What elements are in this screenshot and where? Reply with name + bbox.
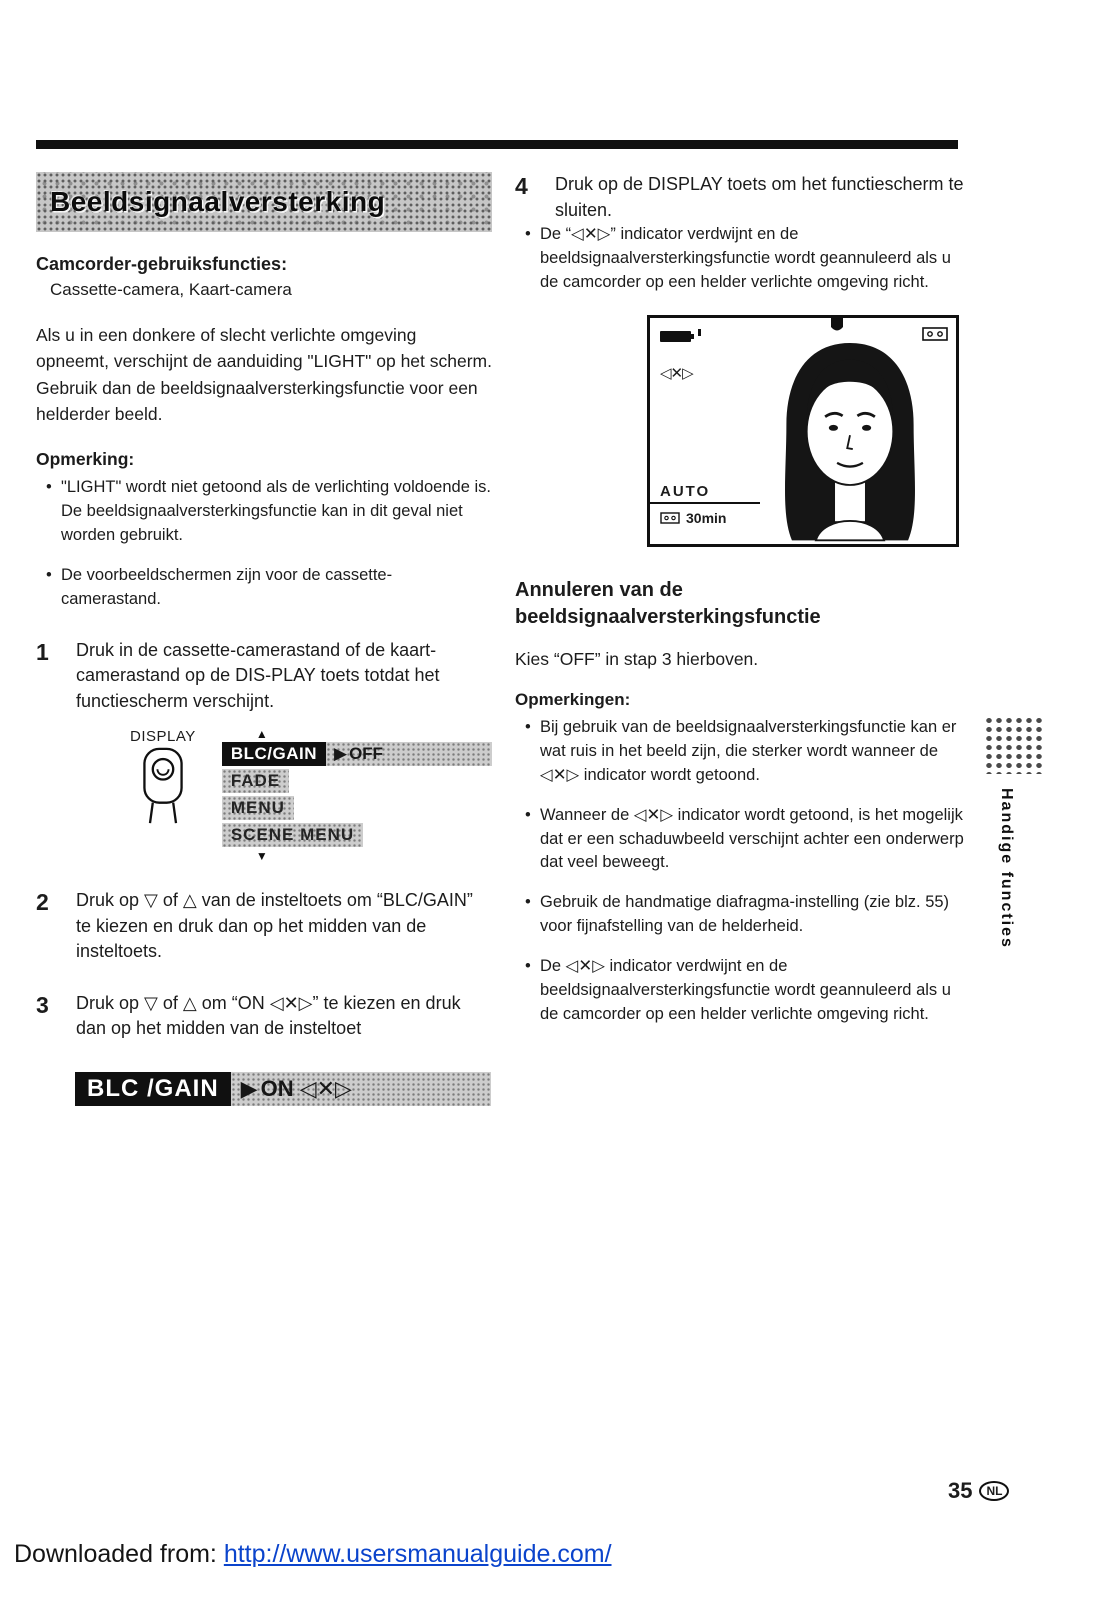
footer [14, 1540, 612, 1569]
note-text: De ◁✕▷ indicator verdwijnt en de beeldsignaalversterkingsfunctie wordt geannuleerd als u de camcorder op een helder verlichte omgeving richt. [540, 957, 951, 1024]
camera-screen [647, 315, 959, 547]
section-title: Beeldsignaalversterking [50, 186, 386, 217]
region-badge: NL [979, 1481, 1009, 1501]
time-remaining: 30min [686, 509, 727, 526]
top-rule [36, 140, 958, 149]
step-number: 2 [36, 889, 49, 916]
step-4-notes [515, 223, 967, 295]
left-column [36, 172, 492, 1106]
page-number [948, 1478, 1009, 1504]
cancel-instruction: Kies “OFF” in stap 3 hierboven. [515, 648, 759, 669]
menu-item-blc-gain: BLC/GAIN [222, 742, 326, 766]
footer-link[interactable]: http://www.usersmanualguide.com/ [223, 1540, 612, 1568]
step-text: Druk op ▽ of △ om “ON ◁✕▷” te kiezen en druk dan op het midden van de insteltoet [76, 992, 461, 1039]
tape-mini-icon [660, 512, 680, 524]
cancel-notes-list [515, 716, 967, 1027]
step-2 [36, 888, 492, 965]
blc-gain-result-bar [75, 1072, 491, 1106]
step-4 [515, 172, 967, 223]
display-button-label: DISPLAY [130, 728, 196, 746]
gain-indicator: ◁✕▷ [660, 364, 693, 382]
time-remaining-row [660, 510, 726, 526]
display-button-icon [135, 747, 191, 825]
auto-label: AUTO [660, 482, 711, 500]
notes-heading: Opmerkingen: [515, 689, 631, 709]
step-number: 3 [36, 991, 49, 1018]
result-pointer-icon: ▶ [240, 1075, 258, 1101]
note-text: De “◁✕▷” indicator verdwijnt en de beeldsignaalversterkingsfunctie wordt geannuleerd als u de camcorder op een helder verlichte omgeving richt. [540, 225, 951, 291]
step-1 [36, 638, 492, 715]
portrait-illustration [752, 332, 948, 544]
functions-value: Cassette-camera, Kaart-camera [50, 280, 292, 299]
note-heading: Opmerking: [36, 449, 135, 469]
menu-item-fade: FADE [222, 769, 289, 793]
intro-paragraph: Als u in een donkere of slecht verlichte omgeving opneemt, verschijnt de aanduiding "LIGHT" op het scherm. Gebruik dan de beeldsignaalversterkingsfunctie voor een helderder beeld. [36, 325, 492, 424]
display-button-group [118, 728, 208, 862]
step-text: Druk in de cassette-camerastand of de kaart-camerastand op de DIS-PLAY toets totdat het functiescherm verschijnt. [76, 639, 440, 711]
screen-divider [650, 502, 760, 504]
step-3 [36, 991, 492, 1042]
section-title-banner [36, 172, 492, 232]
cancel-heading: Annuleren van de beeldsignaalversterkingsfunctie [515, 578, 821, 628]
halftone-pattern [984, 716, 1044, 774]
battery-icon [660, 328, 704, 344]
note-item [525, 804, 967, 876]
note-item [525, 223, 967, 295]
note-text: "LIGHT" wordt niet getoond als de verlichting voldoende is. De beeldsignaalversterkingsfunctie kan in dit geval niet worden gebruikt. [61, 478, 491, 544]
on-screen-menu [222, 728, 492, 862]
note-item [525, 955, 967, 1027]
display-figure [118, 728, 492, 862]
menu-options [222, 766, 492, 847]
note-item [525, 716, 967, 788]
note-item [525, 891, 967, 939]
note-text: Wanneer de ◁✕▷ indicator wordt getoond, is het mogelijk dat er een schaduwbeeld verschijnt achter een onderwerp dat veel beweegt. [540, 805, 964, 872]
note-text: Bij gebruik van de beeldsignaalversterkingsfunctie kan er wat ruis in het beeld zijn, die sterker wordt wanneer de ◁✕▷ indicator wordt getoond. [540, 717, 957, 784]
step-text: Druk op ▽ of △ van de insteltoets om “BLC/GAIN” te kiezen en druk dan op het midden van de insteltoets. [76, 890, 473, 962]
menu-selected-row [222, 742, 492, 766]
menu-item-menu: MENU [222, 796, 294, 820]
menu-value: OFF [349, 744, 384, 764]
right-column [515, 172, 967, 1043]
chapter-tab-label: Handige functies [998, 788, 1015, 949]
step-number: 1 [36, 638, 49, 665]
step-number: 4 [515, 173, 528, 199]
page-number-value: 35 [948, 1478, 973, 1503]
note-text: De voorbeeldschermen zijn voor de cassette-camerastand. [61, 565, 393, 608]
note-text: Gebruik de handmatige diafragma-instelling (zie blz. 55) voor fijnafstelling van de helderheid. [540, 893, 950, 936]
functions-heading: Camcorder-gebruiksfuncties: [36, 254, 288, 274]
step-text: Druk op de DISPLAY toets om het functiescherm te sluiten. [555, 174, 964, 220]
note-list [36, 476, 492, 612]
menu-pointer-icon: ▶ [334, 744, 348, 764]
note-item [46, 476, 492, 548]
menu-value-strip [326, 742, 492, 766]
footer-prefix: Downloaded from: [14, 1540, 224, 1568]
result-label: BLC /GAIN [75, 1072, 231, 1106]
note-item [46, 564, 492, 612]
menu-item-scene-menu: SCENE MENU [222, 823, 363, 847]
menu-up-arrow-icon: ▲ [255, 727, 268, 742]
menu-down-arrow-icon: ▼ [255, 849, 268, 864]
result-value: ON ◁✕▷ [260, 1075, 352, 1101]
result-value-strip [231, 1072, 491, 1106]
